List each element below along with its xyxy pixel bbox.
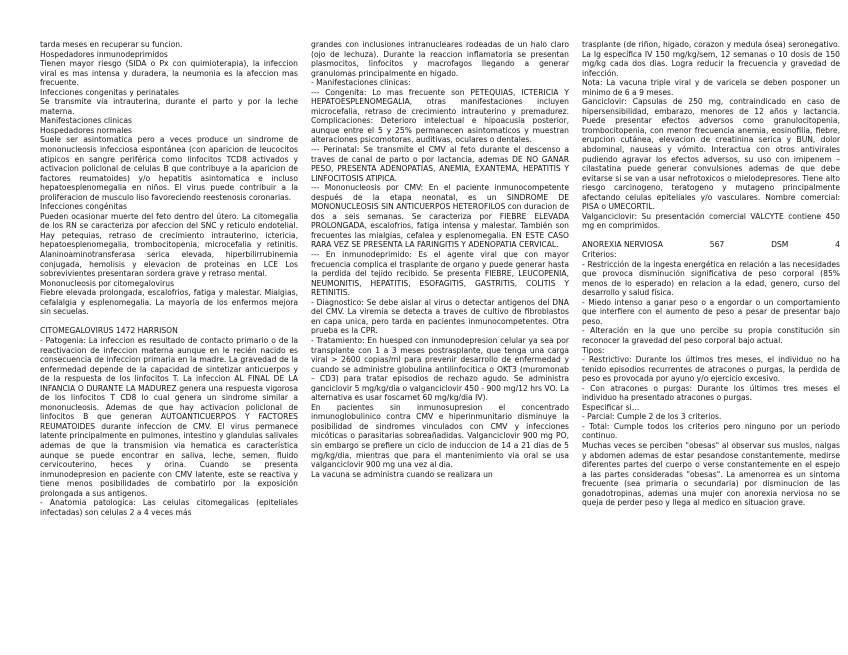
- spacer: [582, 231, 840, 241]
- subheading: Infecciones congénitas: [40, 202, 127, 212]
- subheading: Especificar si…: [582, 402, 640, 412]
- heading-source: DSM: [771, 240, 789, 250]
- paragraph: Fiebre elevada prolongada, escalofrios, fatiga y malestar. Mialgias, cefalalgia y esplenomegalia. La mayoria de los enfermos mejora sin secuelas.: [40, 288, 298, 317]
- heading-edition: 4: [835, 240, 840, 250]
- paragraph: Nota: La vacuna triple viral y de varicela se deben posponer un minimo de 6 a 9 meses.: [582, 78, 840, 97]
- subheading: Hospedadores inmunodeprimidos: [40, 49, 168, 59]
- list-item: - Total: Cumple todos los criterios pero ninguno por un periodo continuo.: [582, 421, 840, 441]
- text-column-right: [582, 40, 840, 508]
- text-column-left: [40, 40, 298, 517]
- spacer: [40, 317, 298, 327]
- paragraph: - Patogenia: La infeccion es resultado de contacto primario o de la reactivacion de infeccion materna aunque en le recién nacido es consecuencia de infeccion primaria en la madre. La gravedad de la enfermedad depende de la capacidad de sintetizar anticuerpos y de la respuesta de los linfocitos T. La infeccion AL FINAL DE LA INFANCIA O DURANTE LA MADUREZ genera una respuesta vigorosa de los linfocitos T CD8 lo cual genera un sindrome similar a mononucleosis. Ademas de que hay activacion policlonal de linfocitos B que generan AUTOANTICUERPOS Y FACTORES REUMATOIDES durante infeccion de CMV. El virus permanece latente principalmente en pulmones, intestino y glandulas salivales ademas de que la transmision via hematica es característica aunque se puede encontrar en saliva, leche, semen, fluido cervicouterino, heces y orina. Cuando se presenta inmunodepresion en paciente con CMV latente, este se reactiva y tiene menos posibilidades de combatirlo por la exposición prolongada a sus antigenos.: [40, 335, 298, 498]
- paragraph: --- Perinatal: Se transmite el CMV al feto durante el descenso a traves de canal de parto o por lactancia, ademas DE NO GANAR PESO, PRESENTA ADENOPATIAS, ANEMIA, EXANTEMA, HEPATITIS Y LINFOCITOSIS ATIPICA.: [311, 145, 569, 183]
- text-column-middle: [311, 40, 569, 479]
- subheading: Mononucleosis por citomegalovirus: [40, 278, 175, 288]
- section-heading-anorexia: [582, 240, 840, 250]
- paragraph: Muchas veces se perciben "obesas" al observar sus muslos, nalgas y abdomen ademas de estar pesandose constantemente, medirse diferentes partes del cuerpo o verse constantemente en el espejo a las partes consideradas "obesas". La amenorrea es un sintoma frecuente (sea primaria o secundaria) por disminucion de las gonadotropinas, ademas una mujer con anorexia nerviosa no se queja de perder peso y llega al medico en situacion grave.: [582, 440, 840, 508]
- paragraph: Suele ser asintomatica pero a veces produce un sindrome de mononucleosis infecciosa espontánea (con aparicion de leucocitos atipicos en sangre periférica como linfocitos TCD8 activados y activacion policlonal de celulas B que contribuye a la aparicion de factores reumatoides) y/o hepatitis asintomatica e incluso hepatoesplenomegalia en niños. El virus puede contribuir a la proliferacion de musculo liso favoreciendo reestenosis coronarias.: [40, 135, 298, 202]
- paragraph: - Anatomia patologica: Las celulas citomegalicas (epiteliales infectadas) son celulas 2 a 4 veces más: [40, 498, 298, 517]
- list-item: - Con atracones o purgas: Durante los últimos tres meses el individuo ha presentado atracones o purgas.: [582, 383, 840, 403]
- list-item: - Parcial: Cumple 2 de los 3 criterios.: [582, 412, 722, 422]
- paragraph: Ganciclovir: Capsulas de 250 mg, contraindicado en caso de hipersensibilidad, embarazo, menores de 12 años y lactancia. Puede presentar efectos adversos como granulocitopenia, trombocitopenia, con menor frecuencia anemia, eosinofilia, fiebre, erupcion cutánea, elevacion de creatinina serica y BUN, dolor abdominal, nauseas y vómito. Interactua con otros antivirales pudiendo agravar los efectos adversos, su uso con imipenem – cilastatina puede generar convulsiones ademas de que debe evitarse si se van a usar nefrotoxicos o mielodepresores. Tiene alto riesgo carcinogeno, teratogeno y mutageno principalmente afectando celulas epiteliales y/o vasculares. Nombre comercial: PISA o UMECORTIL.: [582, 97, 840, 212]
- subheading: Tipos:: [582, 345, 605, 355]
- paragraph: --- Congenita: Lo mas frecuente son PETEQUIAS, ICTERICIA Y HEPATOESPLENOMEGALIA, otras manifestaciones incluyen microcefalia, retraso de crecimiento intrauterino y premadurez. Complicaciones: Deterioro intelectual e hipoacusia posterior, aunque entre el 5 y 25% permanecen asintomaticos y muestran alteraciones psicomotoras, auditivas, oculares o dentales.: [311, 87, 569, 145]
- heading-title: ANOREXIA NERVIOSA: [582, 240, 663, 250]
- subheading: - Manifestaciones clinicas:: [311, 78, 411, 88]
- list-item: - Alteración en la que uno percibe su propia constitución sin reconocer la gravedad del peso corporal bajo actual.: [582, 326, 840, 345]
- subheading: Criterios:: [582, 250, 617, 260]
- paragraph: La vacuna se administra cuando se realizara un: [311, 469, 493, 479]
- heading-page: 567: [709, 240, 725, 250]
- paragraph: --- En inmunodeprimido: Es el agente viral que con mayor frecuencia complica el trasplante de organo y puede generar hasta la perdida del tejido recibido. Se presenta FIEBRE, LEUCOPENIA, NEUMONITIS, HEPATITIS, ESOFAGITIS, GASTRITIS, COLITIS Y RETINITIS.: [311, 250, 569, 298]
- subheading: Manifestaciones clinicas: [40, 116, 132, 126]
- paragraph: - Tratamiento: En huesped con inmunodepresion celular ya sea por transplante con 1 a 3 meses postrasplante, que tenga una carga viral > 2600 copias/ml para prevenir desarrollo de enfermedad y cuando se administre globulina antilinfocitica o OKT3 (muromonab – CD3) para tratar episodios de rechazo agudo. Se administra ganciclovir 5 mg/kg/dia o valganciclovir 450 - 900 mg/12 hrs VO. La alternativa es usar foscarnet 60 mg/kg/dia IV).: [311, 335, 569, 403]
- section-heading: CITOMEGALOVIRUS 1472 HARRISON: [40, 326, 178, 336]
- paragraph: trasplante (de riñon, higado, corazon y medula ósea) seronegativo. La Ig específica IV 150 mg/kg/sem, 12 semanas o 10 dosis de 150 mg/kg cada dos dias. Logra reducir la frecuencia y gravedad de infección.: [582, 40, 840, 78]
- paragraph: tarda meses en recuperar su funcion.: [40, 40, 183, 49]
- subheading: Infecciones congenitas y perinatales: [40, 87, 179, 97]
- list-item: - Restrictivo: Durante los últimos tres meses, el individuo no ha tenido episodios recurrentes de atracones o purgas, la perdida de peso es provocada por ayuno y/o ejercicio excesivo.: [582, 355, 840, 384]
- subheading: Hospedadores normales: [40, 125, 132, 135]
- paragraph: - Diagnostico: Se debe aislar al virus o detectar antigenos del DNA del CMV. La viremia se detecta a traves de cultivo de fibroblastos en capa unica, pero tarda en pacientes inmunocompetentes. Otra prueba es la CPR.: [311, 297, 569, 336]
- paragraph: Pueden ocasionar muerte del feto dentro del útero. La citomegalia de los RN se caracteriza por afeccion del SNC y reticulo endotelial. Hay petequias, retraso de crecimiento intrauterino, ictericia, hepatoesplenomegalia, trombocitopenia, microcefalia y retinitis. Alaninoaminotransferasa serica elevada, hiperbilirrubinemia conjugada, hemolisis y elevacion de proteinas en LCE Los sobrevivientes presentaran sordera grave y retraso mental.: [40, 211, 298, 279]
- paragraph: Tienen mayor riesgo (SIDA o Px con quimioterapia), la infeccion viral es mas intensa y duradera, la neumonia es la afeccion mas frecuente.: [40, 59, 298, 88]
- paragraph: En pacientes sin inmunosupresion el concentrado inmunoglobulinico contra CMV e hiperinmunitario disminuye la posibilidad de sindromes vinculados con CMV y infecciones micóticas o parasitarias sobreañadidas. Valganciclovir 900 mg PO, sin embargo se prefiere un ciclo de induccion de 14 a 21 dias de 5 mg/kg/dia, mientras que para el mantenimiento via oral se usa valganciclovir 900 mg una vez al dia.: [311, 402, 569, 470]
- paragraph: Se transmite via intrauterina, durante el parto y por la leche materna.: [40, 97, 298, 116]
- paragraph: --- Mononucleosis por CMV: En el paciente inmunocompetente después de la etapa neonatal, es un SINDROME DE MONONUCLEOSIS SIN ANTICUERPOS HETEROFILOS con duracion de dos a seis semanas. Se caracteriza por FIEBRE ELEVADA PROLONGADA, escalofrios, fatiga intensa y malestar. También son frecuentes las mialgias, cefalea y esplenomegalia. EN ESTE CASO RARA VEZ SE PRESENTA LA FARINGITIS Y ADENOPATIA CERVICAL.: [311, 183, 569, 250]
- list-item: - Restricción de la ingesta energética en relación a las necesidades que provoca disminución significativa de peso corporal (85% menos de lo esperado) en relacion a la edad, genero, curso del desarrollo y salud física.: [582, 259, 840, 298]
- paragraph: grandes con inclusiones intranucleares rodeadas de un halo claro (ojo de lechuza). Durante la reaccion inflamatoria se presentan plasmocitos, linfocitos y macrofagos llegando a generar granulomas principalmente en higado.: [311, 40, 569, 78]
- paragraph: Valganciclovir: Su presentación comercial VALCYTE contiene 450 mg en comprimidos.: [582, 211, 840, 231]
- list-item: - Miedo intenso a ganar peso o a engordar o un comportamiento que interfiere con el aumento de peso a pesar de presentar bajo peso.: [582, 297, 840, 326]
